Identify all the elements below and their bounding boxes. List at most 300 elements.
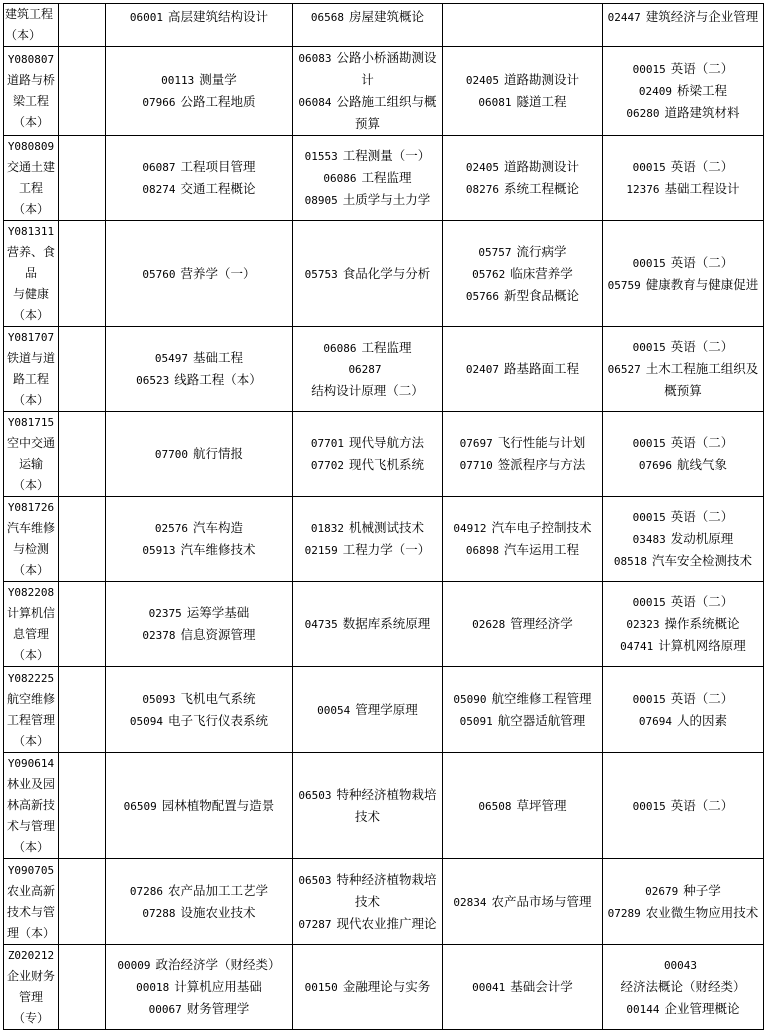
exam-plan-body <box>4 4 764 1030</box>
course-name: 现代飞机系统 <box>349 457 425 472</box>
course-name: 公路工程地质 <box>180 94 256 109</box>
course-item <box>604 710 762 732</box>
major-name-line: （本） <box>12 648 49 662</box>
major-name-line: （本） <box>5 28 42 42</box>
course-name: 基础会计学 <box>510 979 573 994</box>
course-item <box>604 178 762 200</box>
course-item <box>444 263 601 285</box>
course-code: 01832 <box>310 522 345 535</box>
course-item <box>294 6 441 28</box>
major-name-line: 营养、食品 <box>6 245 55 280</box>
course-item <box>604 955 762 998</box>
major-code: Y090705 <box>7 863 55 877</box>
course-code: 06287 <box>348 362 382 376</box>
course-name: 道路建筑材料 <box>664 105 740 120</box>
major-name-line: 运输（本） <box>12 457 49 492</box>
course-name: 桥梁工程 <box>677 83 728 98</box>
course-cell-col6 <box>603 667 764 753</box>
course-cell-col3 <box>106 412 293 497</box>
course-cell-col5 <box>443 327 603 412</box>
course-code: 05090 <box>453 692 487 706</box>
course-code: 06568 <box>310 11 345 24</box>
course-item <box>604 902 762 924</box>
table-row <box>4 412 764 497</box>
course-name: 土木工程施工组织及概预算 <box>645 361 759 398</box>
course-item <box>604 102 762 124</box>
course-name: 汽车运用工程 <box>504 542 580 557</box>
course-name: 流行病学 <box>516 243 567 259</box>
course-item <box>107 602 291 624</box>
course-cell-col5 <box>443 667 603 753</box>
blank-cell <box>59 582 106 667</box>
major-name-line: （本） <box>12 115 49 129</box>
course-name: 测量学 <box>199 72 237 87</box>
major-code: Y082225 <box>7 671 55 685</box>
course-name: 航行情报 <box>193 446 244 461</box>
course-name: 飞机电气系统 <box>180 690 256 706</box>
course-code: 06086 <box>323 172 357 185</box>
course-cell-col5 <box>443 47 603 136</box>
course-name: 工程监理 <box>361 339 412 355</box>
course-code: 06523 <box>136 374 170 387</box>
course-cell-col5 <box>443 221 603 327</box>
course-code: 00113 <box>161 74 195 87</box>
table-row <box>4 136 764 221</box>
course-cell-col4 <box>293 221 443 327</box>
course-name: 线路工程（本） <box>174 372 262 387</box>
course-item <box>444 156 601 178</box>
course-code: 00015 <box>632 256 666 270</box>
course-name: 汽车维修技术 <box>180 542 256 557</box>
course-name: 农产品市场与管理 <box>491 893 592 909</box>
course-name: 工程力学（一） <box>342 542 431 557</box>
course-name: 信息资源管理 <box>180 627 256 642</box>
course-code: 05093 <box>142 692 176 706</box>
major-code: Y081707 <box>7 331 55 344</box>
course-name: 草坪管理 <box>516 797 567 813</box>
course-name: 设施农业技术 <box>180 904 256 920</box>
course-code: 07966 <box>142 96 176 109</box>
course-cell-col5 <box>443 4 603 47</box>
course-item <box>294 189 441 211</box>
course-item <box>604 998 762 1020</box>
course-code: 00043 <box>663 958 698 972</box>
course-code: 04741 <box>620 640 654 653</box>
course-name: 种子学 <box>683 882 721 898</box>
course-item <box>604 688 762 710</box>
course-code: 06503 <box>298 873 332 887</box>
major-code: Y090614 <box>7 757 55 770</box>
course-item <box>604 506 762 528</box>
major-name-line: 技术与管 <box>6 904 55 919</box>
table-row <box>4 753 764 859</box>
major-cell <box>4 753 59 859</box>
course-name: 工程监理 <box>361 170 412 185</box>
course-name: 路基路面工程 <box>504 361 580 376</box>
course-code: 06084 <box>298 96 332 109</box>
course-item <box>294 454 441 476</box>
course-item <box>107 539 291 561</box>
course-code: 06508 <box>478 799 512 813</box>
major-name-line: 计算机信 <box>6 606 55 620</box>
course-item <box>107 69 291 91</box>
course-item <box>107 156 291 178</box>
course-cell-col6 <box>603 136 764 221</box>
major-cell <box>4 582 59 667</box>
course-cell-col6 <box>603 582 764 667</box>
course-name: 经济法概论（财经类） <box>620 978 746 994</box>
course-cell-col4 <box>293 412 443 497</box>
blank-cell <box>59 412 106 497</box>
course-name: 汽车构造 <box>193 520 244 535</box>
course-code: 00067 <box>148 1003 182 1016</box>
course-name: 金融理论与实务 <box>342 979 431 994</box>
course-code: 02405 <box>465 74 500 87</box>
course-item <box>107 91 291 113</box>
course-item <box>604 454 762 476</box>
course-item <box>107 6 291 28</box>
major-name-line: 工程（本） <box>12 181 49 216</box>
course-item <box>604 156 762 178</box>
major-name-line: （本） <box>12 393 49 407</box>
table-row <box>4 47 764 136</box>
course-item <box>444 285 601 307</box>
major-cell <box>4 327 59 412</box>
course-item <box>107 347 291 369</box>
course-code: 02447 <box>607 11 641 24</box>
blank-cell <box>59 497 106 582</box>
course-item <box>107 880 291 902</box>
course-item <box>294 976 441 998</box>
major-name-line: 航空维修 <box>6 691 55 706</box>
course-code: 08274 <box>142 183 176 196</box>
major-name-line: （本） <box>12 308 49 322</box>
course-code: 08518 <box>613 555 648 568</box>
course-name: 航线气象 <box>677 457 728 472</box>
course-name: 汽车安全检测技术 <box>652 553 753 568</box>
major-code: Y081726 <box>7 501 55 514</box>
course-item <box>444 976 601 998</box>
course-name: 运筹学基础 <box>186 605 250 620</box>
course-name: 基础工程 <box>193 350 244 365</box>
course-name: 建筑经济与企业管理 <box>645 9 759 24</box>
course-code: 05091 <box>459 714 493 728</box>
table-row <box>4 497 764 582</box>
course-name: 工程测量（一） <box>342 148 431 163</box>
course-item <box>107 263 291 285</box>
course-code: 00015 <box>632 63 666 76</box>
course-code: 02159 <box>304 544 338 557</box>
course-name: 汽车电子控制技术 <box>491 520 592 535</box>
course-name: 航空维修工程管理 <box>491 690 592 706</box>
course-item <box>294 517 441 539</box>
course-code: 06898 <box>465 544 500 557</box>
course-name: 道路勘测设计 <box>504 72 580 87</box>
course-code: 05753 <box>304 267 338 281</box>
major-name-line: 管理（专） <box>12 990 49 1025</box>
course-item <box>444 178 601 200</box>
course-name: 英语（二） <box>670 797 734 813</box>
course-code: 00054 <box>317 703 351 717</box>
course-item <box>444 454 601 476</box>
course-item <box>294 613 441 635</box>
course-code: 02323 <box>626 618 660 631</box>
course-code: 00015 <box>632 596 666 609</box>
course-item <box>107 443 291 465</box>
course-name: 企业管理概论 <box>664 1000 740 1016</box>
course-cell-col3 <box>106 4 293 47</box>
course-item <box>604 635 762 657</box>
course-item <box>294 913 441 935</box>
course-name: 英语（二） <box>670 594 734 609</box>
course-item <box>444 795 601 817</box>
course-code: 02409 <box>638 85 673 98</box>
course-name: 英语（二） <box>670 690 734 706</box>
course-item <box>604 358 762 402</box>
course-code: 00018 <box>136 981 170 994</box>
course-name: 农产品加工工艺学 <box>168 882 269 898</box>
course-name: 特种经济植物栽培技术 <box>336 871 437 909</box>
course-item <box>294 784 441 828</box>
major-name-line: （本） <box>12 563 49 577</box>
course-item <box>294 145 441 167</box>
major-name-line: 工程管理 <box>6 712 55 727</box>
course-name: 系统工程概论 <box>504 181 580 196</box>
course-name: 计算机网络原理 <box>658 638 746 653</box>
course-cell-col3 <box>106 582 293 667</box>
course-code: 06509 <box>123 799 157 813</box>
course-name: 英语（二） <box>670 509 734 524</box>
course-item <box>444 241 601 263</box>
course-cell-col6 <box>603 412 764 497</box>
blank-cell <box>59 753 106 859</box>
major-name-line: 农业高新 <box>6 883 55 898</box>
course-code: 02378 <box>142 629 176 642</box>
course-item <box>444 688 601 710</box>
major-cell <box>4 221 59 327</box>
course-name: 健康教育与健康促进 <box>645 276 759 292</box>
course-name: 隧道工程 <box>516 94 567 109</box>
major-name-line: 路工程 <box>12 372 49 386</box>
course-item <box>444 91 601 113</box>
course-code: 06086 <box>323 341 357 355</box>
course-item <box>444 69 601 91</box>
course-item <box>294 869 441 913</box>
blank-cell <box>59 945 106 1030</box>
course-item <box>107 369 291 391</box>
major-name-line: 建筑工程 <box>5 7 54 21</box>
major-name-line: 林高新技 <box>6 798 55 812</box>
course-code: 06083 <box>298 52 332 65</box>
course-name: 发动机原理 <box>670 531 734 546</box>
course-code: 07696 <box>638 459 673 472</box>
blank-cell <box>59 47 106 136</box>
course-cell-col3 <box>106 47 293 136</box>
course-code: 05913 <box>142 544 176 557</box>
course-code: 02679 <box>645 884 679 898</box>
major-name-line: 汽车维修 <box>6 521 55 535</box>
major-name-line: 术与管理 <box>6 819 55 833</box>
course-item <box>604 528 762 550</box>
major-code: Y081311 <box>7 225 55 238</box>
major-name-line: 铁道与道 <box>6 351 55 365</box>
course-item <box>604 336 762 358</box>
course-code: 07288 <box>142 906 176 920</box>
blank-cell <box>59 667 106 753</box>
course-item <box>107 902 291 924</box>
course-cell-col3 <box>106 753 293 859</box>
course-code: 05757 <box>478 245 512 259</box>
course-item <box>604 432 762 454</box>
course-item <box>604 591 762 613</box>
course-code: 05094 <box>129 714 164 728</box>
course-name: 操作系统概论 <box>664 616 740 631</box>
blank-cell <box>59 221 106 327</box>
blank-cell <box>59 136 106 221</box>
course-cell-col3 <box>106 136 293 221</box>
course-code: 07710 <box>459 459 493 472</box>
course-code: 06503 <box>298 788 332 802</box>
course-cell-col6 <box>603 327 764 412</box>
course-name: 结构设计原理（二） <box>311 382 424 398</box>
course-name: 园林植物配置与造景 <box>161 797 275 813</box>
table-row <box>4 945 764 1030</box>
course-name: 管理学原理 <box>355 701 418 717</box>
major-code: Y081715 <box>7 416 55 429</box>
course-item <box>444 539 601 561</box>
course-item <box>604 274 762 296</box>
course-name: 英语（二） <box>670 254 734 270</box>
major-code: Y080807 <box>7 53 55 66</box>
course-cell-col3 <box>106 667 293 753</box>
course-code: 02576 <box>154 522 189 535</box>
course-item <box>294 539 441 561</box>
major-name-line: 道路与桥 <box>6 73 55 87</box>
course-code: 01553 <box>304 150 338 163</box>
course-cell-col5 <box>443 136 603 221</box>
course-item <box>294 359 441 402</box>
course-name: 高层建筑结构设计 <box>168 9 269 24</box>
course-item <box>444 432 601 454</box>
major-code: Y082208 <box>7 586 55 599</box>
major-name-line: 梁工程 <box>12 94 49 108</box>
course-cell-col4 <box>293 753 443 859</box>
course-name: 交通工程概论 <box>180 181 256 196</box>
course-item <box>604 80 762 102</box>
course-name: 工程项目管理 <box>180 159 256 174</box>
course-name: 食品化学与分析 <box>342 265 431 281</box>
course-code: 06087 <box>142 161 176 174</box>
course-code: 05759 <box>607 278 641 292</box>
major-name-line: 理（本） <box>6 925 55 940</box>
course-item <box>604 58 762 80</box>
major-cell <box>4 945 59 1030</box>
course-code: 04735 <box>304 618 338 631</box>
course-name: 政治经济学（财经类） <box>155 957 281 972</box>
course-name: 英语（二） <box>670 61 734 76</box>
course-cell-col3 <box>106 221 293 327</box>
course-name: 营养学（一） <box>180 265 256 281</box>
course-cell-col6 <box>603 753 764 859</box>
course-name: 现代农业推广理论 <box>336 915 437 931</box>
course-cell-col4 <box>293 4 443 47</box>
course-cell-col3 <box>106 945 293 1030</box>
blank-cell <box>59 327 106 412</box>
course-code: 05766 <box>465 289 500 303</box>
blank-cell <box>59 4 106 47</box>
course-cell-col5 <box>443 945 603 1030</box>
course-name: 签派程序与方法 <box>497 457 586 472</box>
course-name: 人的因素 <box>677 712 728 728</box>
course-cell-col5 <box>443 753 603 859</box>
course-item <box>294 263 441 285</box>
course-cell-col3 <box>106 497 293 582</box>
course-item <box>444 517 601 539</box>
course-item <box>604 795 762 817</box>
course-code: 06081 <box>478 96 512 109</box>
course-item <box>294 337 441 359</box>
course-item <box>107 998 291 1020</box>
exam-plan-table <box>3 3 764 1030</box>
course-item <box>294 167 441 189</box>
course-item <box>294 47 441 91</box>
major-name-line: （本） <box>12 733 49 748</box>
course-name: 土质学与土力学 <box>342 192 431 207</box>
course-code: 02628 <box>472 618 506 631</box>
course-item <box>444 710 601 732</box>
course-code: 12376 <box>626 183 660 196</box>
course-code: 08276 <box>465 183 500 196</box>
course-name: 财务管理学 <box>186 1001 250 1016</box>
course-code: 07697 <box>459 437 493 450</box>
course-code: 02407 <box>465 363 500 376</box>
course-name: 机械测试技术 <box>349 520 425 535</box>
major-name-line: 企业财务 <box>6 969 55 983</box>
course-name: 道路勘测设计 <box>504 159 580 174</box>
course-code: 04912 <box>453 522 487 535</box>
course-name: 特种经济植物栽培技术 <box>336 786 437 824</box>
course-code: 00015 <box>632 161 666 174</box>
course-item <box>604 613 762 635</box>
major-cell <box>4 4 59 47</box>
course-name: 管理经济学 <box>510 616 573 631</box>
major-name-line: 空中交通 <box>6 436 55 450</box>
course-cell-col6 <box>603 47 764 136</box>
table-row <box>4 327 764 412</box>
course-item <box>107 976 291 998</box>
course-item <box>604 252 762 274</box>
course-code: 07694 <box>638 714 673 728</box>
major-name-line: 与检测 <box>12 542 49 556</box>
major-cell <box>4 136 59 221</box>
course-cell-col6 <box>603 221 764 327</box>
course-cell-col5 <box>443 412 603 497</box>
course-item <box>107 178 291 200</box>
course-code: 02405 <box>465 161 500 174</box>
course-name: 航空器适航管理 <box>497 712 586 728</box>
course-name: 临床营养学 <box>510 265 573 281</box>
course-name: 数据库系统原理 <box>342 616 431 631</box>
course-code: 02834 <box>453 895 487 909</box>
course-cell-col5 <box>443 497 603 582</box>
course-code: 07701 <box>310 437 345 450</box>
course-cell-col4 <box>293 327 443 412</box>
course-cell-col4 <box>293 497 443 582</box>
course-code: 00015 <box>632 799 666 813</box>
course-cell-col3 <box>106 327 293 412</box>
course-name: 基础工程设计 <box>664 181 740 196</box>
course-cell-col6 <box>603 4 764 47</box>
